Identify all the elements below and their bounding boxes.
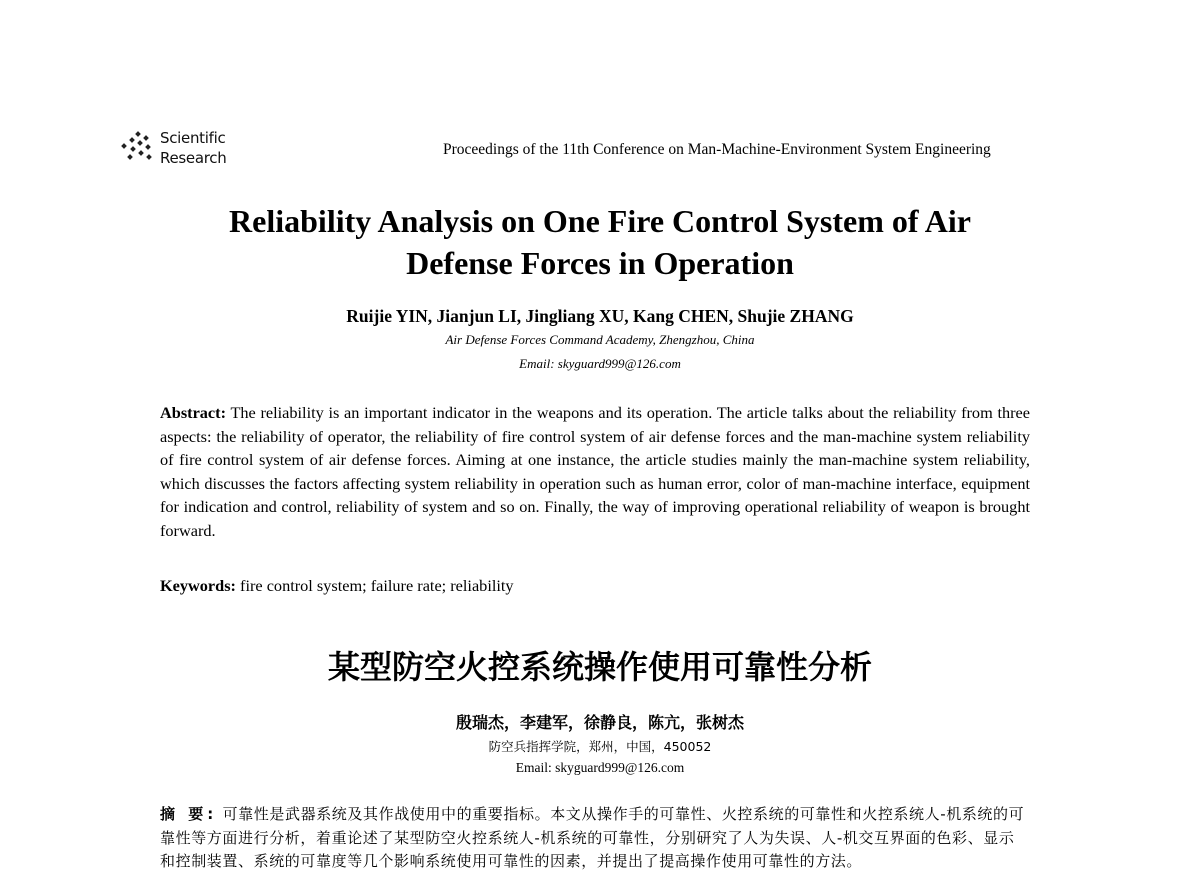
chinese-email: Email: skyguard999@126.com bbox=[515, 760, 685, 775]
chinese-authors: 殷瑞杰，李建军，徐静良，陈亢，张树杰 bbox=[455, 713, 744, 732]
chinese-abstract-label: 摘 要: bbox=[160, 805, 218, 823]
logo-word-1: Scientific bbox=[160, 129, 226, 147]
abstract-text: The reliability is an important indicator in the weapons and its operation. The article talks about the reliability from three aspects: the reliability of operator, the reliability of fire control system of air defense forces and the man-machine system reliability of fire control system of air defense forces. Aiming at one instance, the article studies mainly the man-machine system reliability, which discusses the factors affecting system reliability in operation such as human error, color of man-machine interface, equipment for indication and control, reliability of system and so on. Finally, the way of improving operational reliability of weapon is brought forward. bbox=[160, 403, 1030, 540]
paper-title bbox=[140, 200, 1060, 284]
keywords-label: Keywords: bbox=[160, 576, 236, 595]
abstract bbox=[160, 401, 1030, 543]
chinese-affiliation: 防空兵指挥学院，郑州，中国，450052 bbox=[488, 739, 712, 754]
chinese-abstract-text: 可靠性是武器系统及其作战使用中的重要指标。本文从操作手的可靠性、火控系统的可靠性和火控系统人-机系统的可靠性等方面进行分析，着重论述了某型防空火控系统人-机系统的可靠性，分别研究了人为失误、人-机交互界面的色彩、显示和控制装置、系统的可靠度等几个影响系统使用可靠性的因素，并提出了提高操作使用可靠性的方法。 bbox=[160, 805, 1025, 870]
scientific-research-logo-icon bbox=[118, 130, 154, 164]
publisher-logo bbox=[118, 128, 248, 168]
title-line-2: Defense Forces in Operation bbox=[406, 245, 794, 281]
abstract-label: Abstract: bbox=[160, 403, 227, 422]
title-line-1: Reliability Analysis on One Fire Control System of Air bbox=[229, 203, 971, 239]
author-list: Ruijie YIN, Jianjun LI, Jingliang XU, Kang CHEN, Shujie ZHANG bbox=[346, 306, 854, 326]
affiliation: Air Defense Forces Command Academy, Zhengzhou, China bbox=[445, 332, 755, 347]
chinese-title: 某型防空火控系统操作使用可靠性分析 bbox=[327, 648, 872, 686]
logo-word-2: Research bbox=[160, 149, 227, 167]
keywords bbox=[160, 576, 1030, 596]
proceedings-header: Proceedings of the 11th Conference on Man-Machine-Environment System Engineering bbox=[443, 141, 991, 158]
email: Email: skyguard999@126.com bbox=[519, 356, 681, 371]
chinese-abstract bbox=[160, 803, 1030, 874]
keywords-text: fire control system; failure rate; reliability bbox=[240, 576, 514, 595]
publisher-logo-text bbox=[160, 128, 226, 168]
